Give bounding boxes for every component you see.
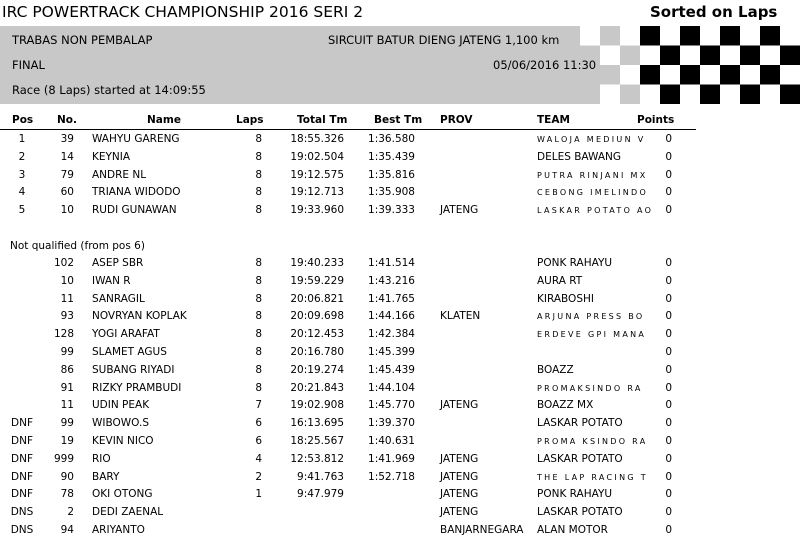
row-best-time: 1:44.104 [368,381,415,394]
session-datetime: 05/06/2016 11:30 [493,58,597,72]
table-row [0,149,700,166]
row-name: YOGI ARAFAT [92,328,160,341]
row-laps: 8 [255,274,262,287]
checker-square [660,85,680,105]
row-total-time: 19:59.229 [290,274,344,287]
row-points: 0 [665,506,672,519]
row-number: 91 [60,381,74,394]
row-province: JATENG [440,452,479,465]
row-best-time: 1:40.631 [368,435,415,447]
row-number: 90 [60,470,74,483]
row-points: 0 [665,310,672,323]
table-row [0,397,700,414]
row-team: LASKAR POTATO [537,452,623,465]
table-row [0,362,700,379]
checker-square [640,46,660,66]
row-laps: 8 [255,381,262,394]
row-team: LASKAR POTATO [537,506,623,519]
row-laps: 2 [255,470,262,483]
row-pos: 3 [18,168,26,181]
row-team: PONK RAHAYU [537,257,613,269]
row-points: 0 [665,524,672,536]
row-best-time: 1:41.514 [368,257,415,269]
table-row [0,486,700,503]
row-number: 10 [60,204,74,217]
checker-square [740,65,760,85]
row-team: PROMA KSINDO RA [537,437,648,446]
row-number: 99 [60,346,74,358]
row-laps: 8 [255,363,262,376]
row-province: BANJARNEGARA [440,524,524,536]
checker-square [740,85,760,105]
row-team: LASKAR POTATO [537,417,623,430]
checker-square [620,46,640,66]
table-row [0,273,700,290]
row-total-time: 20:16.780 [290,346,344,358]
row-points: 0 [665,363,672,376]
row-team: ARJUNA PRESS BO [537,312,645,322]
table-row [0,167,700,184]
row-name: NOVRYAN KOPLAK [92,310,187,323]
row-total-time: 19:02.908 [290,399,344,412]
row-number: 94 [60,524,74,536]
row-points: 0 [665,328,672,341]
row-points: 0 [665,417,672,430]
row-name: WIBOWO.S [92,417,149,430]
table-row [0,255,700,272]
row-province: JATENG [440,488,479,501]
row-points: 0 [665,435,672,447]
row-province: JATENG [440,506,479,519]
checker-square [680,26,700,46]
row-pos: DNS [10,524,34,536]
row-team: ALAN MOTOR [537,524,608,536]
row-total-time: 19:12.575 [290,168,344,181]
col-laps: Laps [236,114,264,126]
checker-square [580,26,600,46]
row-pos: 5 [18,204,26,217]
row-name: DEDI ZAENAL [92,506,164,519]
col-prov: PROV [440,114,473,126]
checker-square [780,65,800,85]
row-number: 11 [60,399,74,412]
row-pos: DNF [11,470,33,483]
row-pos: 4 [18,186,26,199]
row-laps: 8 [255,292,262,305]
row-team: BOAZZ [537,363,574,376]
row-name: ANDRE NL [92,168,147,181]
row-points: 0 [665,204,672,217]
col-pos: Pos [12,114,34,126]
row-laps: 6 [255,417,262,430]
checker-square [640,26,660,46]
checker-square [680,46,700,66]
checker-square [700,65,720,85]
row-total-time: 18:25.567 [290,435,344,447]
checker-square [680,65,700,85]
row-number: 11 [60,292,74,305]
row-laps: 8 [255,150,262,163]
row-total-time: 9:47.979 [297,488,344,501]
row-points: 0 [665,470,672,483]
row-total-time: 20:21.843 [290,381,344,394]
row-total-time: 16:13.695 [290,417,344,430]
row-name: TRIANA WIDODO [92,186,181,199]
row-number: 93 [60,310,74,323]
row-laps: 8 [255,346,262,358]
row-name: IWAN R [92,274,131,287]
row-team: PONK RAHAYU [537,488,613,501]
row-number: 79 [60,168,74,181]
row-points: 0 [665,257,672,269]
table-row [0,451,700,468]
row-pos: DNF [11,435,33,447]
checker-square [600,26,620,46]
row-name: RIZKY PRAMBUDI [92,381,182,394]
col-total: Total Tm [297,114,348,126]
table-row [0,131,700,148]
row-total-time: 19:12.713 [290,186,344,199]
row-team: THE LAP RACING T [537,472,648,482]
row-number: 128 [53,328,74,341]
checker-square [640,65,660,85]
row-laps: 8 [255,257,262,269]
row-team: WALOJA MEDIUN V [537,135,646,144]
sort-label: Sorted on Laps [650,3,778,21]
row-laps: 8 [255,133,262,145]
row-name: OKI OTONG [92,488,153,501]
table-row [0,344,700,361]
row-total-time: 20:06.821 [290,292,344,305]
row-best-time: 1:45.439 [368,363,415,376]
row-pos: 2 [18,150,26,163]
row-team: PUTRA RINJANI MX [537,170,648,180]
row-total-time: 20:12.453 [290,328,344,341]
row-name: ARIYANTO [92,524,145,536]
row-total-time: 20:09.698 [290,310,344,323]
row-points: 0 [665,133,672,145]
row-number: 86 [60,363,74,376]
checker-square [660,65,680,85]
table-row [0,469,700,486]
row-number: 99 [60,417,74,430]
page-title: IRC POWERTRACK CHAMPIONSHIP 2016 SERI 2 [2,3,364,21]
checker-square [720,65,740,85]
checker-square [560,26,580,46]
row-name: WAHYU GARENG [92,133,180,145]
checker-square [700,46,720,66]
row-team: CEBONG IMELINDO [537,188,649,198]
row-laps: 6 [255,435,262,447]
row-laps: 8 [255,204,262,217]
checker-square [660,26,680,46]
row-points: 0 [665,150,672,163]
row-laps: 8 [255,186,262,199]
table-row [0,380,700,397]
column-header-row [0,112,696,130]
row-best-time: 1:41.765 [368,292,415,305]
checker-square [640,85,660,105]
row-number: 78 [60,488,74,501]
checker-square [660,46,680,66]
table-row [0,184,700,201]
row-total-time: 18:55.326 [290,133,344,145]
checker-square [720,46,740,66]
row-best-time: 1:35.439 [368,150,415,163]
row-number: 999 [53,452,74,465]
row-points: 0 [665,488,672,501]
table-row [0,291,700,308]
checker-square [680,85,700,105]
checker-square [760,26,780,46]
checker-square [620,26,640,46]
circuit-name: SIRCUIT BATUR DIENG JATENG 1,100 km [328,33,560,47]
row-best-time: 1:41.969 [368,452,415,465]
row-pos: 1 [18,133,26,145]
row-laps: 8 [255,328,262,341]
row-total-time: 12:53.812 [290,452,344,465]
row-laps: 1 [255,488,262,501]
row-best-time: 1:45.770 [368,399,415,412]
session-name: FINAL [12,58,45,72]
col-team: TEAM [537,114,570,126]
col-name: Name [147,114,181,126]
row-laps: 7 [255,399,262,412]
checker-square [700,85,720,105]
checker-square [600,65,620,85]
row-points: 0 [665,274,672,287]
row-best-time: 1:35.908 [368,186,415,199]
row-pos: DNF [11,488,33,501]
row-name: SANRAGIL [92,292,145,305]
row-points: 0 [665,292,672,305]
row-total-time: 9:41.763 [297,470,344,483]
row-best-time: 1:52.718 [368,470,415,483]
row-name: ASEP SBR [92,257,144,269]
row-laps: 8 [255,310,262,323]
checker-square [740,46,760,66]
row-best-time: 1:45.399 [368,346,415,358]
row-name: RUDI GUNAWAN [92,204,177,217]
race-header-panel [0,26,800,104]
class-name: TRABAS NON PEMBALAP [12,33,153,47]
row-province: JATENG [440,399,479,412]
checker-square [780,26,800,46]
row-name: RIO [92,452,111,465]
row-points: 0 [665,346,672,358]
checker-square [760,85,780,105]
row-pos: DNF [11,417,33,430]
table-row [0,308,700,325]
row-number: 10 [60,274,74,287]
checker-square [600,85,620,105]
table-row [0,326,700,343]
row-total-time: 19:33.960 [290,204,344,217]
row-best-time: 1:36.580 [368,133,415,145]
checker-square [720,85,740,105]
row-number: 39 [60,133,74,145]
row-team: DELES BAWANG [537,150,621,163]
row-number: 102 [53,257,74,269]
col-best: Best Tm [374,114,423,126]
row-team: BOAZZ MX [537,399,594,412]
row-name: KEYNIA [92,150,131,163]
row-province: JATENG [440,470,479,483]
row-name: UDIN PEAK [92,399,150,412]
checker-square [780,46,800,66]
row-total-time: 20:19.274 [290,363,344,376]
checker-square [740,26,760,46]
row-name: KEVIN NICO [92,435,154,447]
row-points: 0 [665,186,672,199]
table-row [0,202,700,219]
row-laps: 8 [255,168,262,181]
row-number: 19 [60,435,74,447]
col-points: Points [637,114,675,126]
checker-square [760,46,780,66]
row-best-time: 1:39.370 [368,417,415,430]
checker-square [620,65,640,85]
checker-square [620,85,640,105]
race-info: Race (8 Laps) started at 14:09:55 [12,83,206,97]
row-team: LASKAR POTATO AO [537,206,654,216]
checker-square [700,26,720,46]
row-province: KLATEN [440,310,481,323]
row-total-time: 19:40.233 [290,257,344,269]
row-name: SUBANG RIYADI [92,363,175,376]
row-team: ERDEVE GPI MANA [537,330,647,340]
row-laps: 4 [255,452,262,465]
row-best-time: 1:43.216 [368,274,415,287]
row-points: 0 [665,399,672,412]
row-name: BARY [92,470,120,483]
row-best-time: 1:44.166 [368,310,415,323]
row-points: 0 [665,381,672,394]
checkered-flag-graphic [560,26,800,104]
col-no: No. [57,114,77,126]
row-team: AURA RT [537,274,583,287]
row-points: 0 [665,452,672,465]
row-total-time: 19:02.504 [290,150,344,163]
row-best-time: 1:42.384 [368,328,415,341]
table-row [0,522,700,539]
row-province: JATENG [440,204,479,217]
checker-square [780,85,800,105]
row-best-time: 1:35.816 [368,168,415,181]
row-pos: DNS [10,506,34,519]
row-number: 60 [60,186,74,199]
row-number: 14 [60,150,74,163]
row-team: KIRABOSHI [537,292,594,305]
row-pos: DNF [11,452,33,465]
table-row [0,415,700,432]
row-number: 2 [67,506,74,519]
table-row [0,504,700,521]
row-name: SLAMET AGUS [92,346,167,358]
row-team: PROMAKSINDO RA [537,383,643,393]
row-points: 0 [665,168,672,181]
checker-square [600,46,620,66]
checker-square [720,26,740,46]
row-best-time: 1:39.333 [368,204,415,217]
checker-square [760,65,780,85]
table-row [0,433,700,450]
not-qualified-label: Not qualified (from pos 6) [10,240,145,252]
